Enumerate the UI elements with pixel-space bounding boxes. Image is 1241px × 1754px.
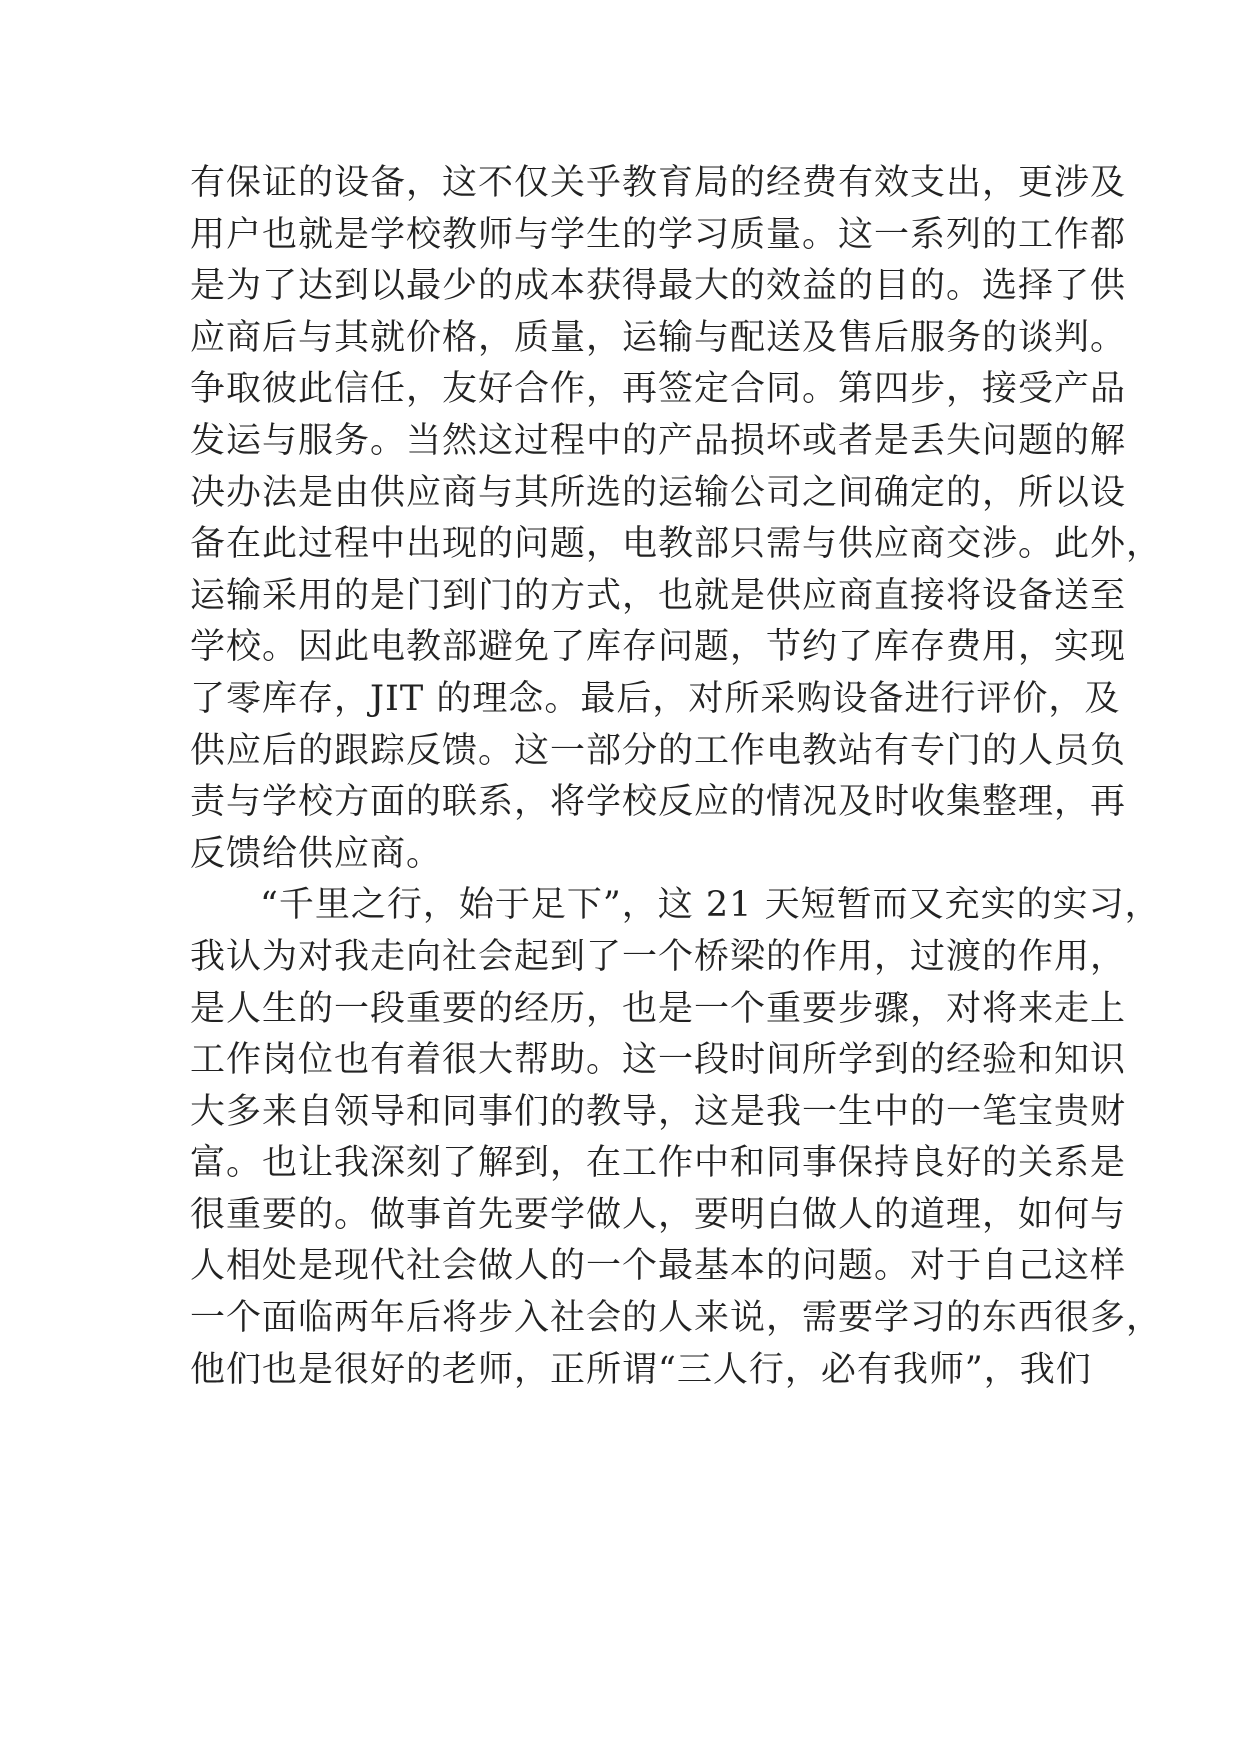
text-line: 决办法是由供应商与其所选的运输公司之间确定的，所以设 [190, 472, 1127, 513]
text-line: 了零库存，JIT 的理念。最后，对所采购设备进行评价，及 [190, 678, 1121, 719]
text-line: 是人生的一段重要的经历，也是一个重要步骤，对将来走上 [190, 988, 1127, 1029]
text-line: 是为了达到以最少的成本获得最大的效益的目的。选择了供 [190, 266, 1127, 307]
text-line: 他们也是很好的老师，正所谓“三人行，必有我师”，我们 [190, 1349, 1092, 1390]
body-text [190, 158, 1163, 1396]
text-line: 富。也让我深刻了解到，在工作中和同事保持良好的关系是 [190, 1143, 1127, 1184]
text-line: 人相处是现代社会做人的一个最基本的问题。对于自己这样 [190, 1246, 1127, 1287]
text-line: 有保证的设备，这不仅关乎教育局的经费有效支出，更涉及 [190, 163, 1127, 203]
text-line: 很重要的。做事首先要学做人，要明白做人的道理，如何与 [190, 1194, 1127, 1235]
text-line: 工作岗位也有着很大帮助。这一段时间所学到的经验和知识 [190, 1040, 1127, 1081]
text-line: 一个面临两年后将步入社会的人来说，需要学习的东西很多， [190, 1298, 1163, 1339]
text-line: 运输采用的是门到门的方式，也就是供应商直接将设备送至 [190, 575, 1127, 616]
paragraph-2 [190, 880, 1163, 1396]
text-line: 学校。因此电教部避免了库存问题，节约了库存费用，实现 [190, 627, 1127, 668]
text-line: 发运与服务。当然这过程中的产品损坏或者是丢失问题的解 [190, 420, 1127, 461]
text-line: 责与学校方面的联系，将学校反应的情况及时收集整理，再 [190, 782, 1127, 823]
text-line: 我认为对我走向社会起到了一个桥梁的作用，过渡的作用， [190, 936, 1127, 977]
text-line: 供应后的跟踪反馈。这一部分的工作电教站有专门的人员负 [190, 730, 1127, 771]
text-line: 应商后与其就价格，质量，运输与配送及售后服务的谈判。 [190, 317, 1127, 358]
text-line: 用户也就是学校教师与学生的学习质量。这一系列的工作都 [190, 214, 1127, 255]
text-line: 反馈给供应商。 [190, 833, 443, 874]
text-line: 备在此过程中出现的问题，电教部只需与供应商交涉。此外， [190, 524, 1163, 565]
text-line: 大多来自领导和同事们的教导，这是我一生中的一笔宝贵财 [190, 1091, 1127, 1132]
text-line: “千里之行，始于足下”，这 21 天短暂而又充实的实习， [260, 885, 1161, 926]
paragraph-1 [190, 158, 1163, 880]
text-line: 争取彼此信任，友好合作，再签定合同。第四步，接受产品 [190, 369, 1127, 410]
